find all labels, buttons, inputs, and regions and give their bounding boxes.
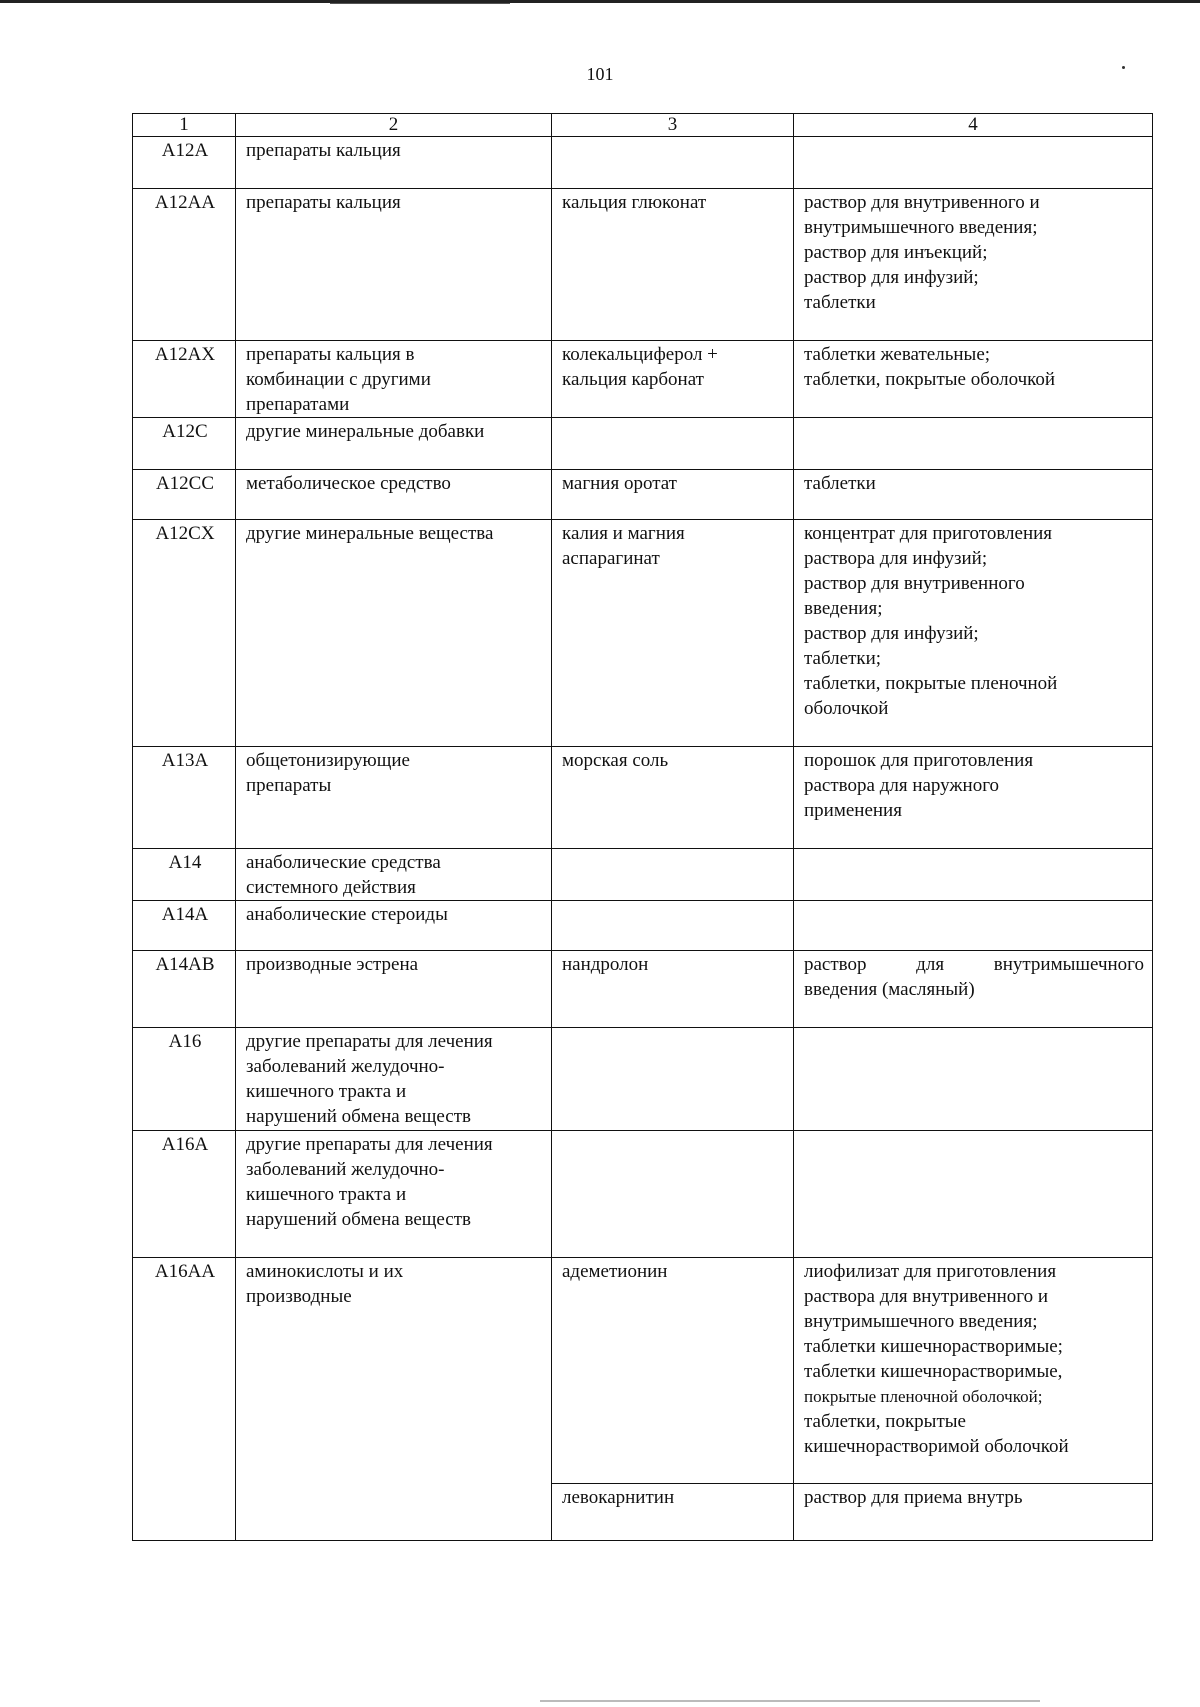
cell-text-line: препаратами	[246, 394, 350, 415]
dosage-form-cell	[794, 520, 1153, 747]
cell-text-line: аминокислоты и их	[246, 1261, 404, 1282]
cell-text-line: заболеваний желудочно-	[246, 1159, 445, 1180]
medication-table	[132, 113, 1153, 1541]
table-row	[133, 137, 1153, 189]
drug-name-cell	[552, 951, 794, 1028]
cell-text-line: морская соль	[562, 750, 669, 771]
cell-text-line: калия и магния	[562, 523, 685, 544]
cell-text-line: применения	[804, 800, 902, 821]
cell-text-line: раствора для внутривенного и	[804, 1286, 1049, 1307]
atc-code-cell: A13A	[133, 747, 236, 849]
table-row	[133, 341, 1153, 418]
cell-text-line: левокарнитин	[562, 1487, 675, 1508]
atc-code-cell: A14	[133, 849, 236, 901]
cell-text-line: внутримышечного введения;	[804, 217, 1038, 238]
cell-text-line: другие препараты для лечения	[246, 1134, 493, 1155]
dosage-form-cell	[794, 341, 1153, 418]
cell-text-line: раствор для приема внутрь	[804, 1487, 1023, 1508]
cell-text-line: таблетки жевательные;	[804, 344, 991, 365]
cell-text-line: другие минеральные добавки	[246, 421, 485, 442]
cell-text-line: анаболические средства	[246, 852, 441, 873]
cell-text-line: раствор для внутримышечного	[804, 954, 1144, 975]
cell-text-line: раствор для инъекций;	[804, 242, 988, 263]
cell-text-line: комбинации с другими	[246, 369, 431, 390]
atc-code-cell: A12CX	[133, 520, 236, 747]
atc-code-cell: A16AA	[133, 1258, 236, 1541]
dosage-form-cell	[794, 1484, 1153, 1541]
group-name-cell	[236, 137, 552, 189]
drug-name-cell	[552, 189, 794, 341]
drug-name-cell	[552, 470, 794, 520]
dosage-form-cell	[794, 1028, 1153, 1131]
cell-text-line: раствора для наружного	[804, 775, 1000, 796]
group-name-cell	[236, 520, 552, 747]
cell-text-line: препараты кальция	[246, 192, 401, 213]
cell-text-line: общетонизирующие	[246, 750, 410, 771]
cell-text-line: лиофилизат для приготовления	[804, 1261, 1057, 1282]
table-row	[133, 849, 1153, 901]
cell-text-line: препараты кальция	[246, 140, 401, 161]
column-header: 3	[552, 114, 794, 137]
cell-text-line: магния оротат	[562, 473, 677, 494]
atc-code-cell: A16	[133, 1028, 236, 1131]
cell-text-line: внутримышечного введения;	[804, 1311, 1038, 1332]
drug-name-cell	[552, 1131, 794, 1258]
cell-text-line: раствор для внутривенного	[804, 573, 1025, 594]
atc-code-cell: A14AB	[133, 951, 236, 1028]
cell-text-line: таблетки кишечнорастворимые,	[804, 1361, 1063, 1382]
dosage-form-cell	[794, 189, 1153, 341]
table-row	[133, 951, 1153, 1028]
cell-text-line: раствора для инфузий;	[804, 548, 988, 569]
group-name-cell	[236, 189, 552, 341]
drug-name-cell	[552, 1484, 794, 1541]
drug-name-cell	[552, 418, 794, 470]
drug-name-cell	[552, 520, 794, 747]
cell-text-line: анаболические стероиды	[246, 904, 448, 925]
cell-text-line: нандролон	[562, 954, 649, 975]
table-row	[133, 418, 1153, 470]
cell-text-line: таблетки	[804, 473, 876, 494]
group-name-cell	[236, 470, 552, 520]
scan-top-border	[0, 0, 1200, 3]
table-row	[133, 1131, 1153, 1258]
cell-text-line: таблетки;	[804, 648, 882, 669]
cell-text-line: кальция карбонат	[562, 369, 704, 390]
group-name-cell	[236, 747, 552, 849]
drug-name-cell	[552, 137, 794, 189]
drug-name-cell	[552, 747, 794, 849]
scan-bottom-artifact	[540, 1700, 1040, 1702]
cell-text-line: введения;	[804, 598, 883, 619]
column-header: 1	[133, 114, 236, 137]
atc-code-cell: A12AX	[133, 341, 236, 418]
cell-text-line: колекальциферол +	[562, 344, 718, 365]
drug-name-cell	[552, 1258, 794, 1484]
dosage-form-cell	[794, 470, 1153, 520]
cell-text-line: таблетки, покрытые оболочкой	[804, 369, 1056, 390]
group-name-cell	[236, 1028, 552, 1131]
cell-text-line: производные эстрена	[246, 954, 419, 975]
dosage-form-cell	[794, 137, 1153, 189]
dosage-form-cell	[794, 951, 1153, 1028]
cell-text-line: раствор для инфузий;	[804, 623, 979, 644]
cell-text-line: кишечнорастворимой оболочкой	[804, 1436, 1069, 1457]
cell-text-line: таблетки	[804, 292, 876, 313]
scan-top-border-fragment	[330, 3, 510, 4]
drug-name-cell	[552, 849, 794, 901]
atc-code-cell: A12AA	[133, 189, 236, 341]
dosage-form-cell	[794, 901, 1153, 951]
dosage-form-cell	[794, 849, 1153, 901]
table-row	[133, 901, 1153, 951]
atc-code-cell: A12CC	[133, 470, 236, 520]
dosage-form-cell	[794, 1131, 1153, 1258]
table-row	[133, 189, 1153, 341]
dosage-form-cell	[794, 747, 1153, 849]
cell-text-line: раствор для инфузий;	[804, 267, 979, 288]
atc-code-cell: A12C	[133, 418, 236, 470]
table-body	[133, 137, 1153, 1541]
column-header: 4	[794, 114, 1153, 137]
cell-text-line: препараты кальция в	[246, 344, 415, 365]
atc-code-cell: A16A	[133, 1131, 236, 1258]
cell-text-line: препараты	[246, 775, 332, 796]
cell-text-line: покрытые пленочной оболочкой;	[804, 1387, 1043, 1406]
cell-text-line: нарушений обмена веществ	[246, 1106, 471, 1127]
dosage-form-cell	[794, 418, 1153, 470]
group-name-cell	[236, 1258, 552, 1541]
column-header: 2	[236, 114, 552, 137]
group-name-cell	[236, 1131, 552, 1258]
cell-text-line: кишечного тракта и	[246, 1184, 407, 1205]
table-row	[133, 747, 1153, 849]
cell-text-line: оболочкой	[804, 698, 889, 719]
table-row	[133, 520, 1153, 747]
cell-text-line: другие минеральные вещества	[246, 523, 494, 544]
cell-text-line: аспарагинат	[562, 548, 660, 569]
cell-text-line: системного действия	[246, 877, 416, 898]
atc-code-cell: A12A	[133, 137, 236, 189]
cell-text-line: нарушений обмена веществ	[246, 1209, 471, 1230]
cell-text-line: таблетки, покрытые	[804, 1411, 966, 1432]
group-name-cell	[236, 418, 552, 470]
cell-text-line: кишечного тракта и	[246, 1081, 407, 1102]
group-name-cell	[236, 951, 552, 1028]
cell-text-line: производные	[246, 1286, 352, 1307]
cell-text-line: таблетки кишечнорастворимые;	[804, 1336, 1063, 1357]
cell-text-line: концентрат для приготовления	[804, 523, 1053, 544]
cell-text-line: кальция глюконат	[562, 192, 707, 213]
drug-name-cell	[552, 341, 794, 418]
page-number: 101	[586, 64, 614, 84]
drug-name-cell	[552, 1028, 794, 1131]
table-row	[133, 1028, 1153, 1131]
dosage-form-cell	[794, 1258, 1153, 1484]
cell-text-line: другие препараты для лечения	[246, 1031, 493, 1052]
cell-text-line: порошок для приготовления	[804, 750, 1034, 771]
cell-text-line: таблетки, покрытые пленочной	[804, 673, 1058, 694]
table-row	[133, 470, 1153, 520]
cell-text-line: введения (масляный)	[804, 979, 975, 1000]
group-name-cell	[236, 341, 552, 418]
cell-text-line: метаболическое средство	[246, 473, 451, 494]
group-name-cell	[236, 901, 552, 951]
cell-text-line: заболеваний желудочно-	[246, 1056, 445, 1077]
group-name-cell	[236, 849, 552, 901]
atc-code-cell: A14A	[133, 901, 236, 951]
column-number-row	[133, 114, 1153, 137]
cell-text-line: адеметионин	[562, 1261, 668, 1282]
table-row	[133, 1258, 1153, 1484]
cell-text-line: раствор для внутривенного и	[804, 192, 1040, 213]
drug-name-cell	[552, 901, 794, 951]
